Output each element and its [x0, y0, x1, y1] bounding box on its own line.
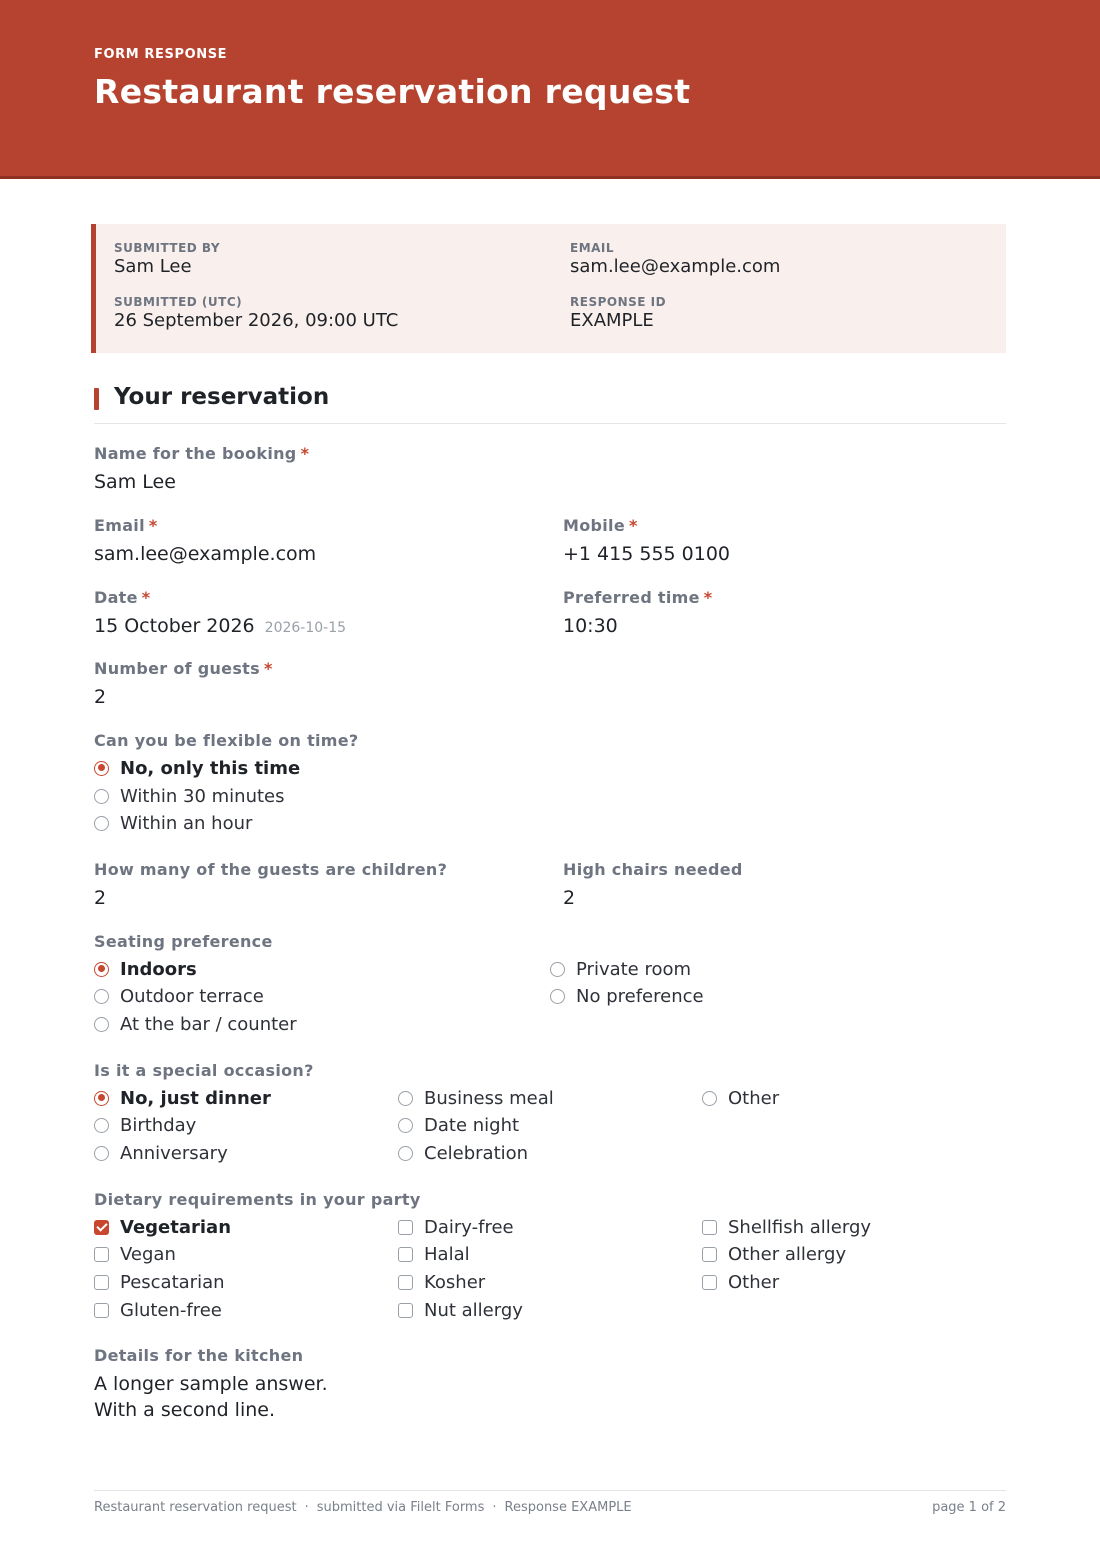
- form-eyebrow: FORM RESPONSE: [94, 47, 228, 62]
- checkbox-icon: [398, 1247, 413, 1262]
- checkbox-icon: [702, 1275, 717, 1290]
- submission-meta: [91, 224, 1006, 353]
- submitted-by-label: SUBMITTED BY: [114, 241, 221, 255]
- radio-icon: [550, 989, 565, 1004]
- field-high-chairs: [563, 860, 743, 909]
- option-within-an-hour: Within an hour: [94, 811, 252, 835]
- field-value: 2: [563, 887, 576, 909]
- field-label: How many of the guests are children?: [94, 860, 448, 879]
- field-value: 15 October 2026 2026-10-15: [94, 615, 347, 637]
- option-outdoor-terrace: Outdoor terrace: [94, 984, 264, 1008]
- field-flexible: [94, 731, 359, 750]
- field-label: Name for the booking *: [94, 444, 310, 463]
- form-header: [0, 0, 1100, 179]
- option-dairy-free: Dairy-free: [398, 1215, 514, 1239]
- option-vegan: Vegan: [94, 1242, 176, 1266]
- field-seating: [94, 932, 273, 951]
- field-label: Mobile *: [563, 516, 638, 535]
- radio-icon: [702, 1091, 717, 1106]
- field-children: [94, 860, 447, 909]
- response-id-value: EXAMPLE: [570, 310, 654, 331]
- required-marker: *: [263, 659, 273, 678]
- section-accent-bar: [94, 388, 99, 410]
- footer-info: Restaurant reservation request · submitted via Filelt Forms · Response EXAMPLE: [94, 1500, 632, 1515]
- form-title: Restaurant reservation request: [94, 72, 691, 111]
- option-bar-counter: At the bar / counter: [94, 1012, 297, 1036]
- field-label: Can you be flexible on time?: [94, 731, 359, 750]
- page-footer: [94, 1490, 1006, 1530]
- section-title: Your reservation: [114, 384, 330, 410]
- radio-icon: [94, 816, 109, 831]
- checkbox-icon: [398, 1220, 413, 1235]
- details-text: [94, 1371, 328, 1423]
- radio-icon: [550, 962, 565, 977]
- submitted-utc-label: SUBMITTED (UTC): [114, 295, 243, 309]
- details-line-1: A longer sample answer.: [94, 1373, 328, 1395]
- field-value: 2: [94, 887, 107, 909]
- field-label: Number of guests *: [94, 659, 273, 678]
- meta-email: [570, 241, 780, 277]
- checkbox-icon: [398, 1303, 413, 1318]
- submitted-by-value: Sam Lee: [114, 256, 192, 277]
- checkbox-icon: [398, 1275, 413, 1290]
- field-preferred-time: [563, 588, 712, 637]
- section-heading: [94, 384, 1006, 424]
- option-pescatarian: Pescatarian: [94, 1270, 225, 1294]
- submitted-utc-value: 26 September 2026, 09:00 UTC: [114, 310, 399, 331]
- field-booking-name: [94, 444, 309, 493]
- field-label: Email *: [94, 516, 158, 535]
- field-label: High chairs needed: [563, 860, 743, 879]
- checkbox-icon: [702, 1220, 717, 1235]
- option-shellfish-allergy: Shellfish allergy: [702, 1215, 871, 1239]
- response-id: [570, 295, 666, 331]
- meta-email-label: EMAIL: [570, 241, 615, 255]
- radio-icon: [94, 1017, 109, 1032]
- field-kitchen-details: [94, 1346, 328, 1423]
- option-other-allergy: Other allergy: [702, 1242, 846, 1266]
- field-label: Date *: [94, 588, 151, 607]
- date-iso: 2026-10-15: [264, 620, 347, 636]
- field-mobile: [563, 516, 730, 565]
- response-id-label: RESPONSE ID: [570, 295, 667, 309]
- option-vegetarian: Vegetarian: [94, 1215, 231, 1239]
- field-dietary: [94, 1190, 421, 1209]
- details-line-2: With a second line.: [94, 1399, 275, 1421]
- field-value: sam.lee@example.com: [94, 543, 317, 565]
- radio-icon: [94, 989, 109, 1004]
- checkbox-icon: [94, 1275, 109, 1290]
- option-occasion-other: Other: [702, 1086, 779, 1110]
- radio-icon: [94, 789, 109, 804]
- field-value: 10:30: [563, 615, 618, 637]
- field-label: Details for the kitchen: [94, 1346, 304, 1365]
- checkbox-checked-icon: [94, 1220, 109, 1235]
- field-label: Seating preference: [94, 932, 273, 951]
- option-only-this-time: No, only this time: [94, 756, 300, 780]
- option-dietary-other: Other: [702, 1270, 779, 1294]
- required-marker: *: [141, 588, 151, 607]
- meta-email-value: sam.lee@example.com: [570, 256, 781, 277]
- required-marker: *: [300, 444, 310, 463]
- field-label: Preferred time *: [563, 588, 713, 607]
- field-label: Is it a special occasion?: [94, 1061, 314, 1080]
- submitted-utc: [114, 295, 398, 331]
- radio-selected-icon: [94, 1091, 109, 1106]
- field-value: Sam Lee: [94, 471, 176, 493]
- footer-form-name: Restaurant reservation request: [94, 1500, 297, 1515]
- field-value: +1 415 555 0100: [563, 543, 731, 565]
- checkbox-icon: [702, 1247, 717, 1262]
- radio-icon: [94, 1118, 109, 1133]
- field-label: Dietary requirements in your party: [94, 1190, 421, 1209]
- radio-icon: [398, 1091, 413, 1106]
- field-email: [94, 516, 316, 565]
- option-business-meal: Business meal: [398, 1086, 554, 1110]
- option-nut-allergy: Nut allergy: [398, 1298, 523, 1322]
- radio-icon: [398, 1118, 413, 1133]
- page-number: page 1 of 2: [932, 1500, 1006, 1515]
- option-no-just-dinner: No, just dinner: [94, 1086, 271, 1110]
- radio-selected-icon: [94, 761, 109, 776]
- option-celebration: Celebration: [398, 1141, 528, 1165]
- option-birthday: Birthday: [94, 1113, 196, 1137]
- field-date: [94, 588, 346, 637]
- field-occasion: [94, 1061, 314, 1080]
- field-value: 2: [94, 686, 107, 708]
- option-private-room: Private room: [550, 957, 691, 981]
- radio-icon: [94, 1146, 109, 1161]
- option-gluten-free: Gluten-free: [94, 1298, 222, 1322]
- footer-via: submitted via Filelt Forms: [316, 1500, 485, 1515]
- option-anniversary: Anniversary: [94, 1141, 228, 1165]
- footer-response: Response EXAMPLE: [504, 1500, 632, 1515]
- radio-icon: [398, 1146, 413, 1161]
- required-marker: *: [703, 588, 713, 607]
- radio-selected-icon: [94, 962, 109, 977]
- checkbox-icon: [94, 1303, 109, 1318]
- required-marker: *: [148, 516, 158, 535]
- option-date-night: Date night: [398, 1113, 519, 1137]
- option-kosher: Kosher: [398, 1270, 485, 1294]
- option-within-30-minutes: Within 30 minutes: [94, 784, 285, 808]
- option-halal: Halal: [398, 1242, 470, 1266]
- option-no-preference: No preference: [550, 984, 704, 1008]
- field-guests: [94, 659, 273, 708]
- submitted-by: [114, 241, 220, 277]
- checkbox-icon: [94, 1247, 109, 1262]
- option-indoors: Indoors: [94, 957, 197, 981]
- required-marker: *: [629, 516, 638, 535]
